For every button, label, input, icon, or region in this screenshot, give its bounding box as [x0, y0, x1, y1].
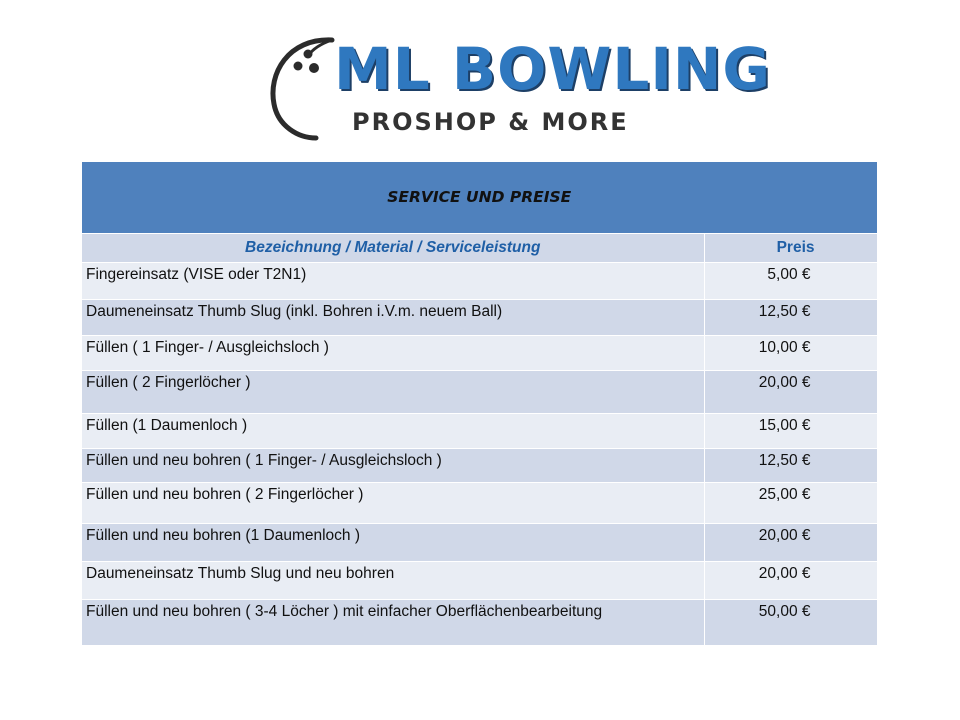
service-price: 10,00 € — [704, 335, 877, 370]
service-name: Füllen und neu bohren ( 1 Finger- / Ausgleichsloch ) — [82, 448, 704, 482]
service-name: Füllen ( 2 Fingerlöcher ) — [82, 370, 704, 413]
table-row — [82, 561, 877, 599]
logo-wordmark: ML BOWLING — [334, 35, 772, 103]
service-price: 25,00 € — [704, 482, 877, 523]
service-name: Füllen und neu bohren (1 Daumenloch ) — [82, 523, 704, 561]
service-price: 5,00 € — [704, 262, 877, 299]
service-name: Daumeneinsatz Thumb Slug (inkl. Bohren i.V.m. neuem Ball) — [82, 299, 704, 335]
table-row — [82, 523, 877, 561]
table-row — [82, 413, 877, 448]
service-name: Füllen ( 1 Finger- / Ausgleichsloch ) — [82, 335, 704, 370]
table-row — [82, 299, 877, 335]
service-price: 50,00 € — [704, 599, 877, 645]
table-title-row — [82, 162, 877, 233]
table-row — [82, 370, 877, 413]
service-name: Füllen (1 Daumenloch ) — [82, 413, 704, 448]
table-row — [82, 335, 877, 370]
service-price: 20,00 € — [704, 561, 877, 599]
table-row — [82, 262, 877, 299]
column-header-price: Preis — [704, 233, 877, 262]
table-title: SERVICE UND PREISE — [82, 162, 877, 233]
service-name: Füllen und neu bohren ( 3-4 Löcher ) mit einfacher Oberflächenbearbeitung — [82, 599, 704, 645]
service-price: 12,50 € — [704, 448, 877, 482]
table-row — [82, 482, 877, 523]
table-header-row — [82, 233, 877, 262]
service-name: Füllen und neu bohren ( 2 Fingerlöcher ) — [82, 482, 704, 523]
logo — [268, 34, 772, 142]
column-header-name: Bezeichnung / Material / Serviceleistung — [82, 233, 704, 262]
table-row — [82, 448, 877, 482]
service-price: 15,00 € — [704, 413, 877, 448]
service-price: 20,00 € — [704, 370, 877, 413]
service-price: 20,00 € — [704, 523, 877, 561]
service-name: Fingereinsatz (VISE oder T2N1) — [82, 262, 704, 299]
service-price: 12,50 € — [704, 299, 877, 335]
table-row — [82, 599, 877, 645]
price-table — [82, 162, 878, 646]
logo-tagline: PROSHOP & MORE — [352, 108, 629, 136]
service-name: Daumeneinsatz Thumb Slug und neu bohren — [82, 561, 704, 599]
